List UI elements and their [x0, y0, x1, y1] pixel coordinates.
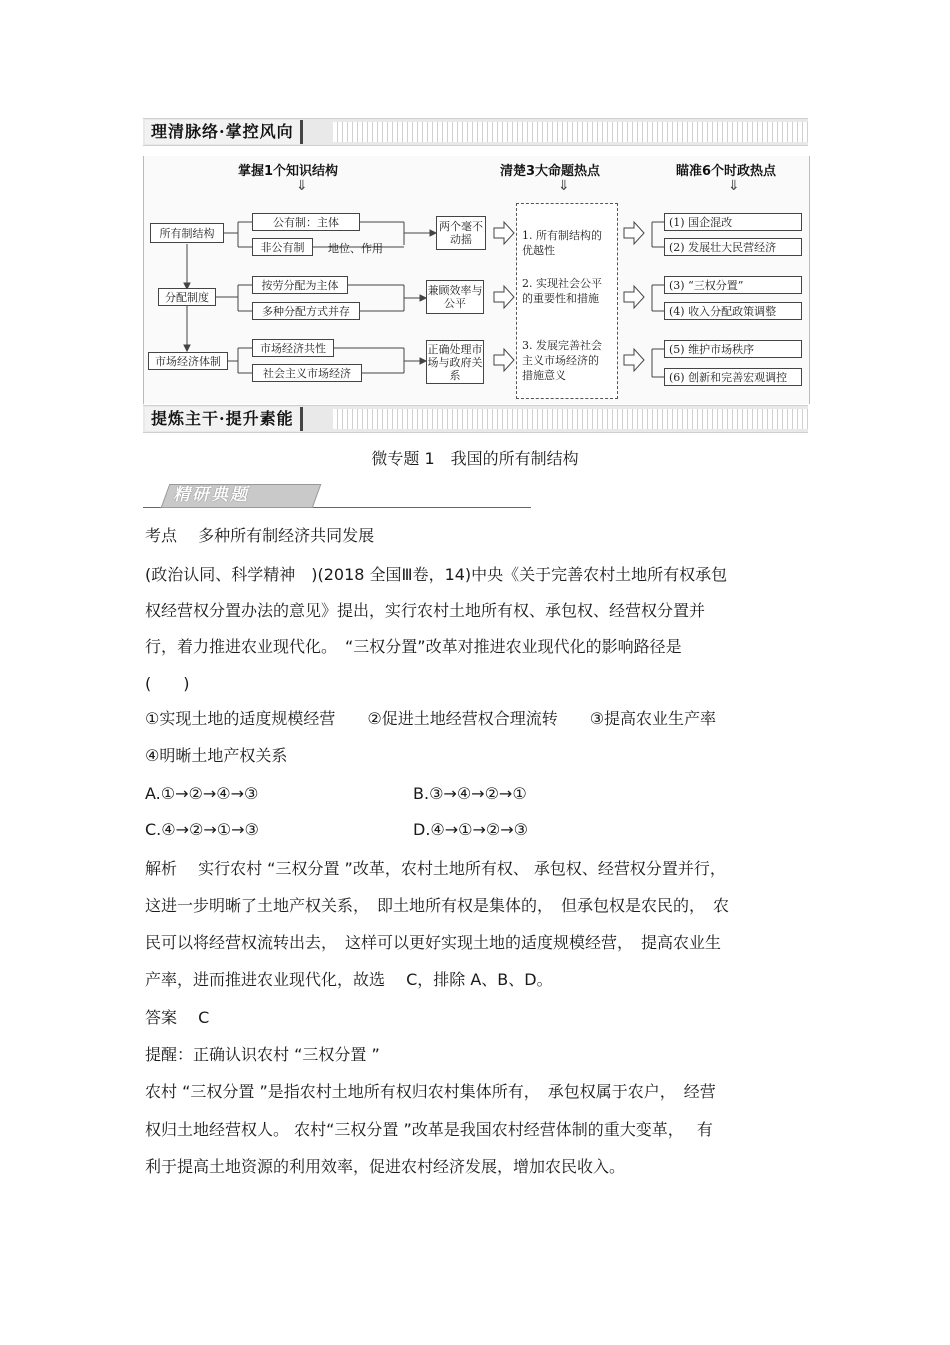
analysis-line-2: 这进一步明晰了土地产权关系， 即土地所有权是集体的， 但承包权是农民的， 农: [145, 896, 730, 915]
tip-line-2: 权归土地经营权人。 农村“三权分置 ”改革是我国农村经营体制的重大变革， 有: [145, 1120, 713, 1139]
analysis-line-1: 解析 实行农村 “三权分置 ”改革，农村土地所有权、 承包权、经营权分置并行，: [145, 859, 726, 878]
topic-2: 2. 实现社会公平的重要性和措施: [522, 277, 602, 305]
hot-point-3: (3) “三权分置”: [664, 276, 802, 294]
items-line-2: ④明晰土地产权关系: [145, 746, 288, 765]
question-line-3: 行，着力推进农业现代化。 “三权分置”改革对推进农业现代化的影响路径是: [145, 637, 682, 656]
distribution-system-box: 分配制度: [158, 288, 216, 306]
option-c: C.④→②→①→③: [145, 820, 259, 839]
section-title: 微专题 1 我国的所有制结构: [371, 449, 579, 468]
hot-point-6: (6) 创新和完善宏观调控: [664, 368, 802, 386]
col2-header: 清楚3大命题热点: [500, 164, 601, 179]
question-line-1: (政治认同、科学精神 )(2018 全国Ⅲ卷，14)中央《关于完善农村土地所有权承包: [145, 565, 728, 584]
market-economy-box: 市场经济体制: [148, 352, 228, 370]
analysis-line-3: 民可以将经营权流转出去， 这样可以更好实现土地的适度规模经营， 提高农业生: [145, 933, 722, 952]
option-d: D.④→①→②→③: [413, 820, 528, 839]
col3-header: 瞄准6个时政热点: [676, 164, 777, 179]
kaodian-line: 考点 多种所有制经济共同发展: [145, 526, 375, 545]
down-arrow-3: ⇓: [728, 178, 740, 194]
topic-3: 3. 发展完善社会主义市场经济的措施意义: [522, 339, 602, 382]
question-blank: ( ): [145, 674, 190, 693]
topic-1: 1. 所有制结构的优越性: [522, 229, 602, 257]
hot-point-2: (2) 发展壮大民营经济: [664, 238, 802, 256]
section-tab: [143, 482, 531, 510]
hot-point-5: (5) 维护市场秩序: [664, 340, 802, 358]
banner-refine: [143, 405, 808, 433]
ownership-structure-box: 所有制结构: [150, 223, 224, 243]
hot-point-4: (4) 收入分配政策调整: [664, 302, 802, 320]
banner-stripes: [333, 409, 808, 429]
market-government-box: 正确处理市场与政府关系: [426, 340, 484, 384]
tab-label: 精研典题: [173, 485, 249, 505]
col1-header: 掌握1个知识结构: [238, 164, 339, 179]
question-line-2: 权经营权分置办法的意见》提出，实行农村土地所有权、承包权、经营权分置并: [145, 601, 706, 620]
option-a: A.①→②→④→③: [145, 784, 259, 803]
two-unwavering-box: 两个毫不动摇: [436, 216, 486, 250]
banner-title: 理清脉络·掌控风向: [145, 120, 303, 144]
items-line-1: ①实现土地的适度规模经营 ②促进土地经营权合理流转 ③提高农业生产率: [145, 709, 717, 728]
down-arrow-2: ⇓: [558, 178, 570, 194]
tip-line-3: 利于提高土地资源的利用效率，促进农村经济发展，增加农民收入。: [145, 1157, 626, 1176]
market-commonality-box: 市场经济共性: [252, 339, 334, 357]
option-b: B.③→④→②→①: [413, 784, 527, 803]
labor-distribution-box: 按劳分配为主体: [252, 276, 348, 294]
public-ownership-box: 公有制：主体: [252, 213, 360, 231]
tip-title: 提醒：正确认识农村 “三权分置 ”: [145, 1045, 380, 1064]
tip-line-1: 农村 “三权分置 ”是指农村土地所有权归农村集体所有， 承包权属于农户， 经营: [145, 1082, 716, 1101]
hot-point-1: (1) 国企混改: [664, 213, 802, 231]
banner-title: 提炼主干·提升素能: [145, 407, 303, 431]
efficiency-fairness-box: 兼顾效率与公平: [426, 280, 484, 314]
down-arrow-1: ⇓: [296, 178, 308, 194]
non-public-ownership-box: 非公有制: [252, 238, 313, 256]
status-role-label: 地位、作用: [328, 242, 383, 255]
analysis-line-4: 产率，进而推进农业现代化，故选 C，排除 A、B、D。: [145, 970, 553, 989]
socialist-market-box: 社会主义市场经济: [252, 364, 362, 382]
answer-line: 答案 C: [145, 1008, 210, 1027]
multiple-distribution-box: 多种分配方式并存: [252, 302, 360, 320]
